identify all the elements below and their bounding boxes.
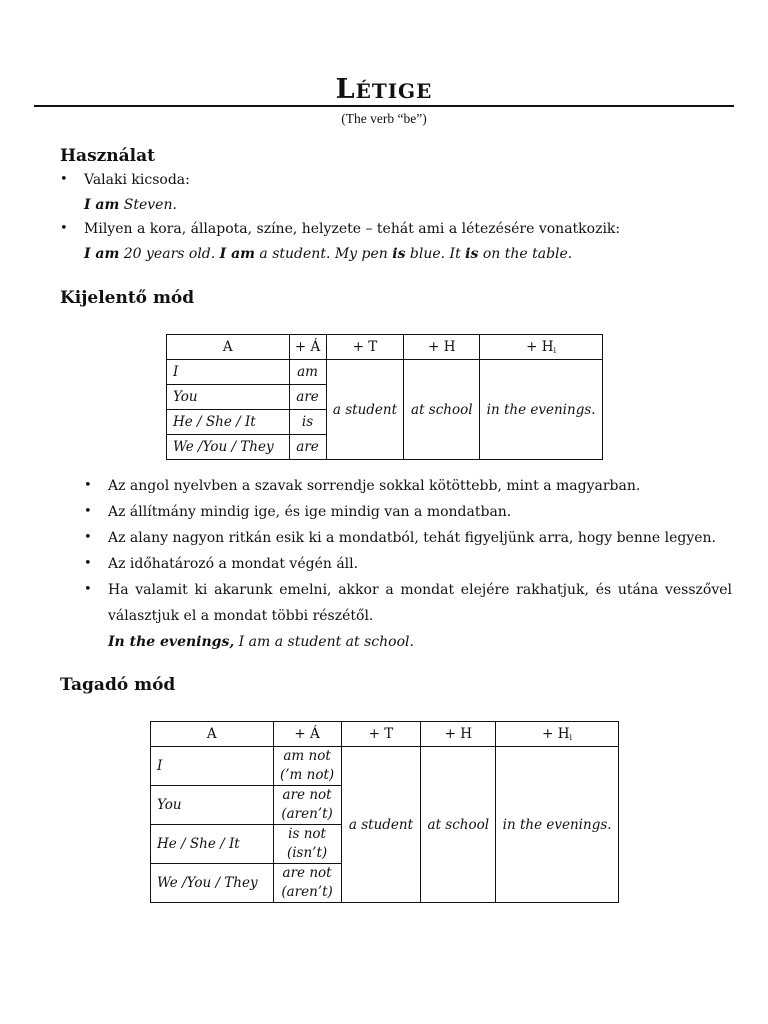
note-text: Az alany nagyon ritkán esik ki a mondatból, tehát figyeljünk arra, hogy benne legyen.: [108, 530, 716, 546]
list-item: [60, 168, 740, 217]
column-header-object: + T: [341, 722, 421, 747]
list-item: [84, 551, 732, 577]
table-header-row: [151, 722, 619, 747]
time-cell: in the evenings.: [480, 360, 603, 460]
note-text: Az állítmány mindig ige, és ige mindig van a mondatban.: [108, 504, 512, 520]
example-text: blue. It: [405, 245, 466, 262]
verb-full: are not: [282, 787, 332, 803]
column-header-subject: A: [167, 335, 290, 360]
example-text: a student. My pen: [254, 245, 393, 262]
place-cell: at school: [404, 360, 480, 460]
subject-cell: We /You / They: [167, 435, 290, 460]
list-item: [84, 499, 732, 525]
verb-full: am not: [283, 748, 331, 764]
example-text: Steven.: [119, 196, 177, 213]
verb-full: is not: [288, 826, 326, 842]
column-header-time: [480, 335, 603, 360]
column-header-place: + H: [421, 722, 496, 747]
usage-list: [60, 168, 740, 266]
column-header-time-subscript: i: [569, 733, 573, 742]
object-cell: a student: [326, 360, 404, 460]
note-text: Az angol nyelvben a szavak sorrendje sokkal kötöttebb, mint a magyarban.: [108, 478, 641, 494]
verb-cell: am: [289, 360, 326, 385]
example-bold: I am: [84, 245, 120, 262]
place-cell: at school: [421, 747, 496, 903]
verb-contracted: (isn’t): [286, 845, 328, 861]
verb-cell: are: [289, 435, 326, 460]
example-bold: is: [392, 245, 406, 262]
column-header-time-label: + H: [542, 726, 570, 742]
example-text: 20 years old.: [119, 245, 220, 262]
note-text: Az időhatározó a mondat végén áll.: [108, 556, 359, 572]
subject-cell: He / She / It: [151, 825, 274, 864]
list-item: [84, 577, 732, 655]
table-header-row: [167, 335, 603, 360]
verb-cell: [273, 747, 341, 786]
verb-contracted: (’m not): [279, 767, 335, 783]
column-header-subject: A: [151, 722, 274, 747]
verb-cell: [273, 786, 341, 825]
usage-example: [84, 193, 740, 218]
example-bold: I am: [219, 245, 255, 262]
table-row: [151, 747, 619, 786]
verb-cell: is: [289, 410, 326, 435]
subject-cell: He / She / It: [167, 410, 290, 435]
section-heading-usage: Használat: [60, 146, 156, 166]
verb-cell: are: [289, 385, 326, 410]
negative-table: [150, 721, 619, 903]
column-header-verb: + Á: [289, 335, 326, 360]
verb-contracted: (aren’t): [281, 806, 333, 822]
list-item: [84, 473, 732, 499]
note-text: • Ha valamit ki akarunk emelni, akkor a mondat elejére rakhatjuk, és utána vesszővel választjuk el a mondat többi részétől.: [108, 582, 732, 624]
example-bold: In the evenings,: [108, 634, 235, 650]
verb-cell: [273, 825, 341, 864]
notes-list: [84, 473, 732, 655]
note-example: [108, 629, 732, 655]
page-subtitle: (The verb “be”): [341, 111, 427, 126]
section-heading-affirmative: Kijelentő mód: [60, 288, 195, 308]
column-header-time: [496, 722, 619, 747]
subject-cell: I: [167, 360, 290, 385]
example-bold: is: [465, 245, 479, 262]
affirmative-table: [166, 334, 603, 460]
list-item: [84, 525, 732, 551]
list-item: [60, 217, 740, 266]
usage-item-text: • Valaki kicsoda:: [84, 172, 190, 188]
column-header-time-subscript: i: [553, 346, 557, 355]
page-title-rest: ÉTIGE: [355, 79, 433, 103]
section-heading-negative: Tagadó mód: [60, 675, 176, 695]
column-header-place: + H: [404, 335, 480, 360]
verb-cell: [273, 864, 341, 903]
subject-cell: I: [151, 747, 274, 786]
example-text: I am a student at school.: [234, 634, 414, 650]
subject-cell: You: [151, 786, 274, 825]
example-text: on the table.: [478, 245, 573, 262]
example-bold: I am: [84, 196, 120, 213]
subject-cell: You: [167, 385, 290, 410]
column-header-verb: + Á: [273, 722, 341, 747]
subject-cell: We /You / They: [151, 864, 274, 903]
verb-contracted: (aren’t): [281, 884, 333, 900]
verb-full: are not: [282, 865, 332, 881]
usage-example: [84, 242, 740, 267]
time-cell: in the evenings.: [496, 747, 619, 903]
page-title-initial: L: [335, 74, 356, 105]
object-cell: a student: [341, 747, 421, 903]
table-row: [167, 360, 603, 385]
title-divider: [34, 105, 734, 107]
column-header-time-label: + H: [526, 339, 554, 355]
page-title: [0, 74, 768, 105]
column-header-object: + T: [326, 335, 404, 360]
usage-item-text: • Milyen a kora, állapota, színe, helyzete – tehát ami a létezésére vonatkozik:: [84, 221, 621, 237]
